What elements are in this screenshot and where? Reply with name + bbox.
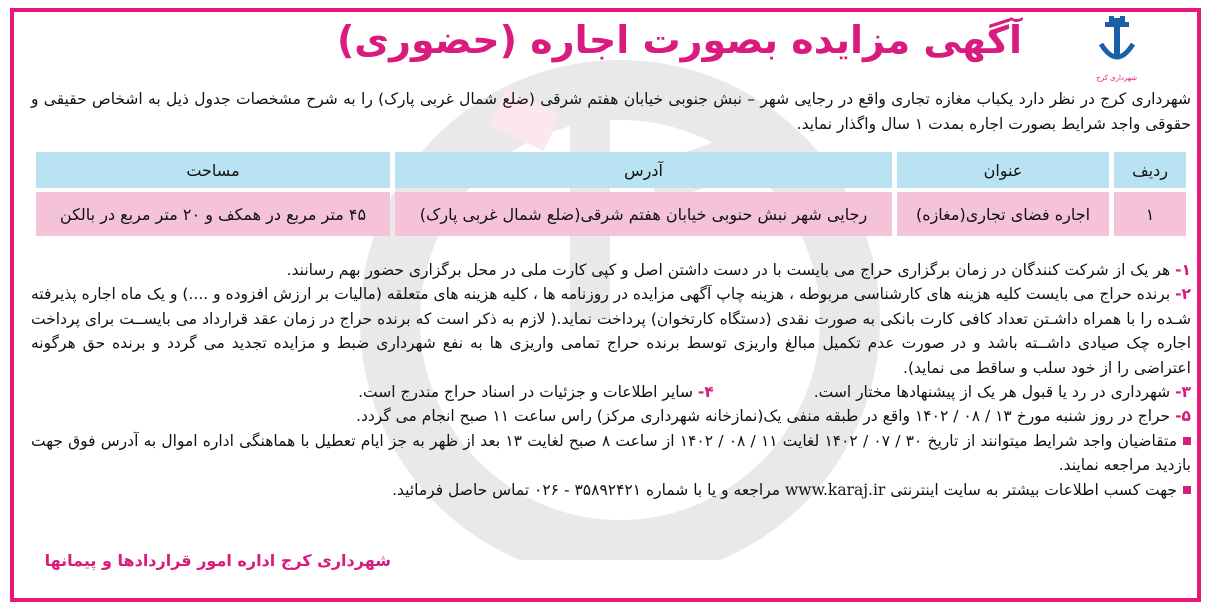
clause-1 bbox=[31, 258, 1191, 282]
intro-paragraph: شهرداری کرج در نظر دارد یکباب مغازه تجاری واقع در رجایی شهر – نبش جنوبی خیابان هفتم شرقی (ضلع شمال غربی پارک) را به شرح مشخصات جدول ذیل به اشخاص حقیقی و حقوقی واجد شرایط بصورت اجاره بمدت ۱ سال واگذار نماید. bbox=[31, 90, 1191, 133]
header-row-number: ردیف bbox=[1114, 152, 1186, 188]
bullet-icon bbox=[1183, 486, 1191, 494]
clause-text: سایر اطلاعات و جزئیات در اسناد حراج مندرج است. bbox=[358, 383, 693, 402]
footer-signature: شهرداری کرج اداره امور قراردادها و پیمانها bbox=[44, 551, 391, 570]
clause-text: حراج در روز شنبه مورخ ۱۳ / ۰۸ / ۱۴۰۲ واقع در طبقه منفی یک(نمازخانه شهرداری مرکز) راس ساعت ۱۱ صبح انجام می گردد. bbox=[356, 407, 1171, 426]
bullet-visit bbox=[31, 429, 1191, 478]
clause-text: هر یک از شرکت کنندگان در زمان برگزاری حراج می بایست با در دست داشتن اصل و کپی کارت ملی در محل برگزاری حضور بهم رسانند. bbox=[286, 261, 1171, 279]
table-header-row bbox=[36, 152, 1186, 188]
clause-3-4 bbox=[31, 380, 1191, 404]
clause-5 bbox=[31, 404, 1191, 428]
table-row bbox=[36, 192, 1186, 236]
clause-number: ۱- bbox=[1175, 261, 1191, 279]
cell-area: ۴۵ متر مربع در همکف و ۲۰ متر مربع در بالکن bbox=[36, 192, 390, 236]
header-area: مساحت bbox=[36, 152, 390, 188]
cell-title: اجاره فضای تجاری(مغازه) bbox=[897, 192, 1109, 236]
clause-text: شهرداری در رد یا قبول هر یک از پیشنهادها مختار است. bbox=[813, 383, 1171, 402]
bullet-icon bbox=[1183, 437, 1191, 445]
bullet-text: مراجعه و یا با شماره ۳۵۸۹۲۴۲۱ - ۰۲۶ تماس حاصل فرمائید. bbox=[392, 480, 781, 499]
clause-2 bbox=[31, 282, 1191, 380]
clause-number: ۳- bbox=[1175, 383, 1191, 402]
logo-caption: شهرداری کرج bbox=[1096, 74, 1137, 82]
website-link[interactable]: www.karaj.ir bbox=[785, 480, 886, 499]
conditions-list bbox=[31, 258, 1191, 502]
clause-number: ۵- bbox=[1175, 407, 1191, 426]
cell-address: رجایی شهر نبش حنوبی خیابان هفتم شرقی(ضلع شمال غربی پارک) bbox=[395, 192, 892, 236]
cell-row-number: ۱ bbox=[1114, 192, 1186, 236]
page-title: آگهی مزایده بصورت اجاره (حضوری) bbox=[336, 18, 1023, 62]
bullet-text: جهت کسب اطلاعات بیشتر به سایت اینترنتی bbox=[890, 480, 1177, 499]
header-address: آدرس bbox=[395, 152, 892, 188]
bullet-text: متقاضیان واجد شرایط میتوانند از تاریخ ۳۰ / ۰۷ / ۱۴۰۲ لغایت ۱۱ / ۰۸ / ۱۴۰۲ از ساعت ۸ صبح لغایت ۱۳ بعد از ظهر به جز ایام تعطیل با هماهنگی اداره اموال به آدرس فوق جهت بازدید مراجعه نمایند. bbox=[31, 431, 1191, 475]
header-title: عنوان bbox=[897, 152, 1109, 188]
clause-number: ۴- bbox=[697, 383, 714, 402]
auction-table bbox=[31, 148, 1191, 240]
clause-text: برنده حراج می بایست کلیه هزینه های کارشناسی مربوطه ، هزینه چاپ آگهی مزایده در روزنامه ها ، کلیه هزینه های متعلقه (مالیات بر ارزش افزوده و ....) و یک ماه اجاره پذیرفته شـده را با همراه داشـتن تعداد کافی کارت بانکی به صورت نقدی (دستگاه کارتخوان) پرداخت نماید.( لازم به ذکر است که برنده حراج در زمان عقد قرارداد می بایســت برای پرداخت اجاره چک صیادی داشــته باشد و در صورت عدم تکمیل مبالغ واریزی توسط برنده حراج تمامی واریزی ها به نفع شهرداری ضبط و مزایده تجدید می گردد و برنده حق هرگونه اعتراضی را از خود سلب و ساقط می نماید). bbox=[31, 285, 1191, 377]
bullet-contact bbox=[31, 478, 1191, 502]
clause-number: ۲- bbox=[1175, 285, 1191, 304]
